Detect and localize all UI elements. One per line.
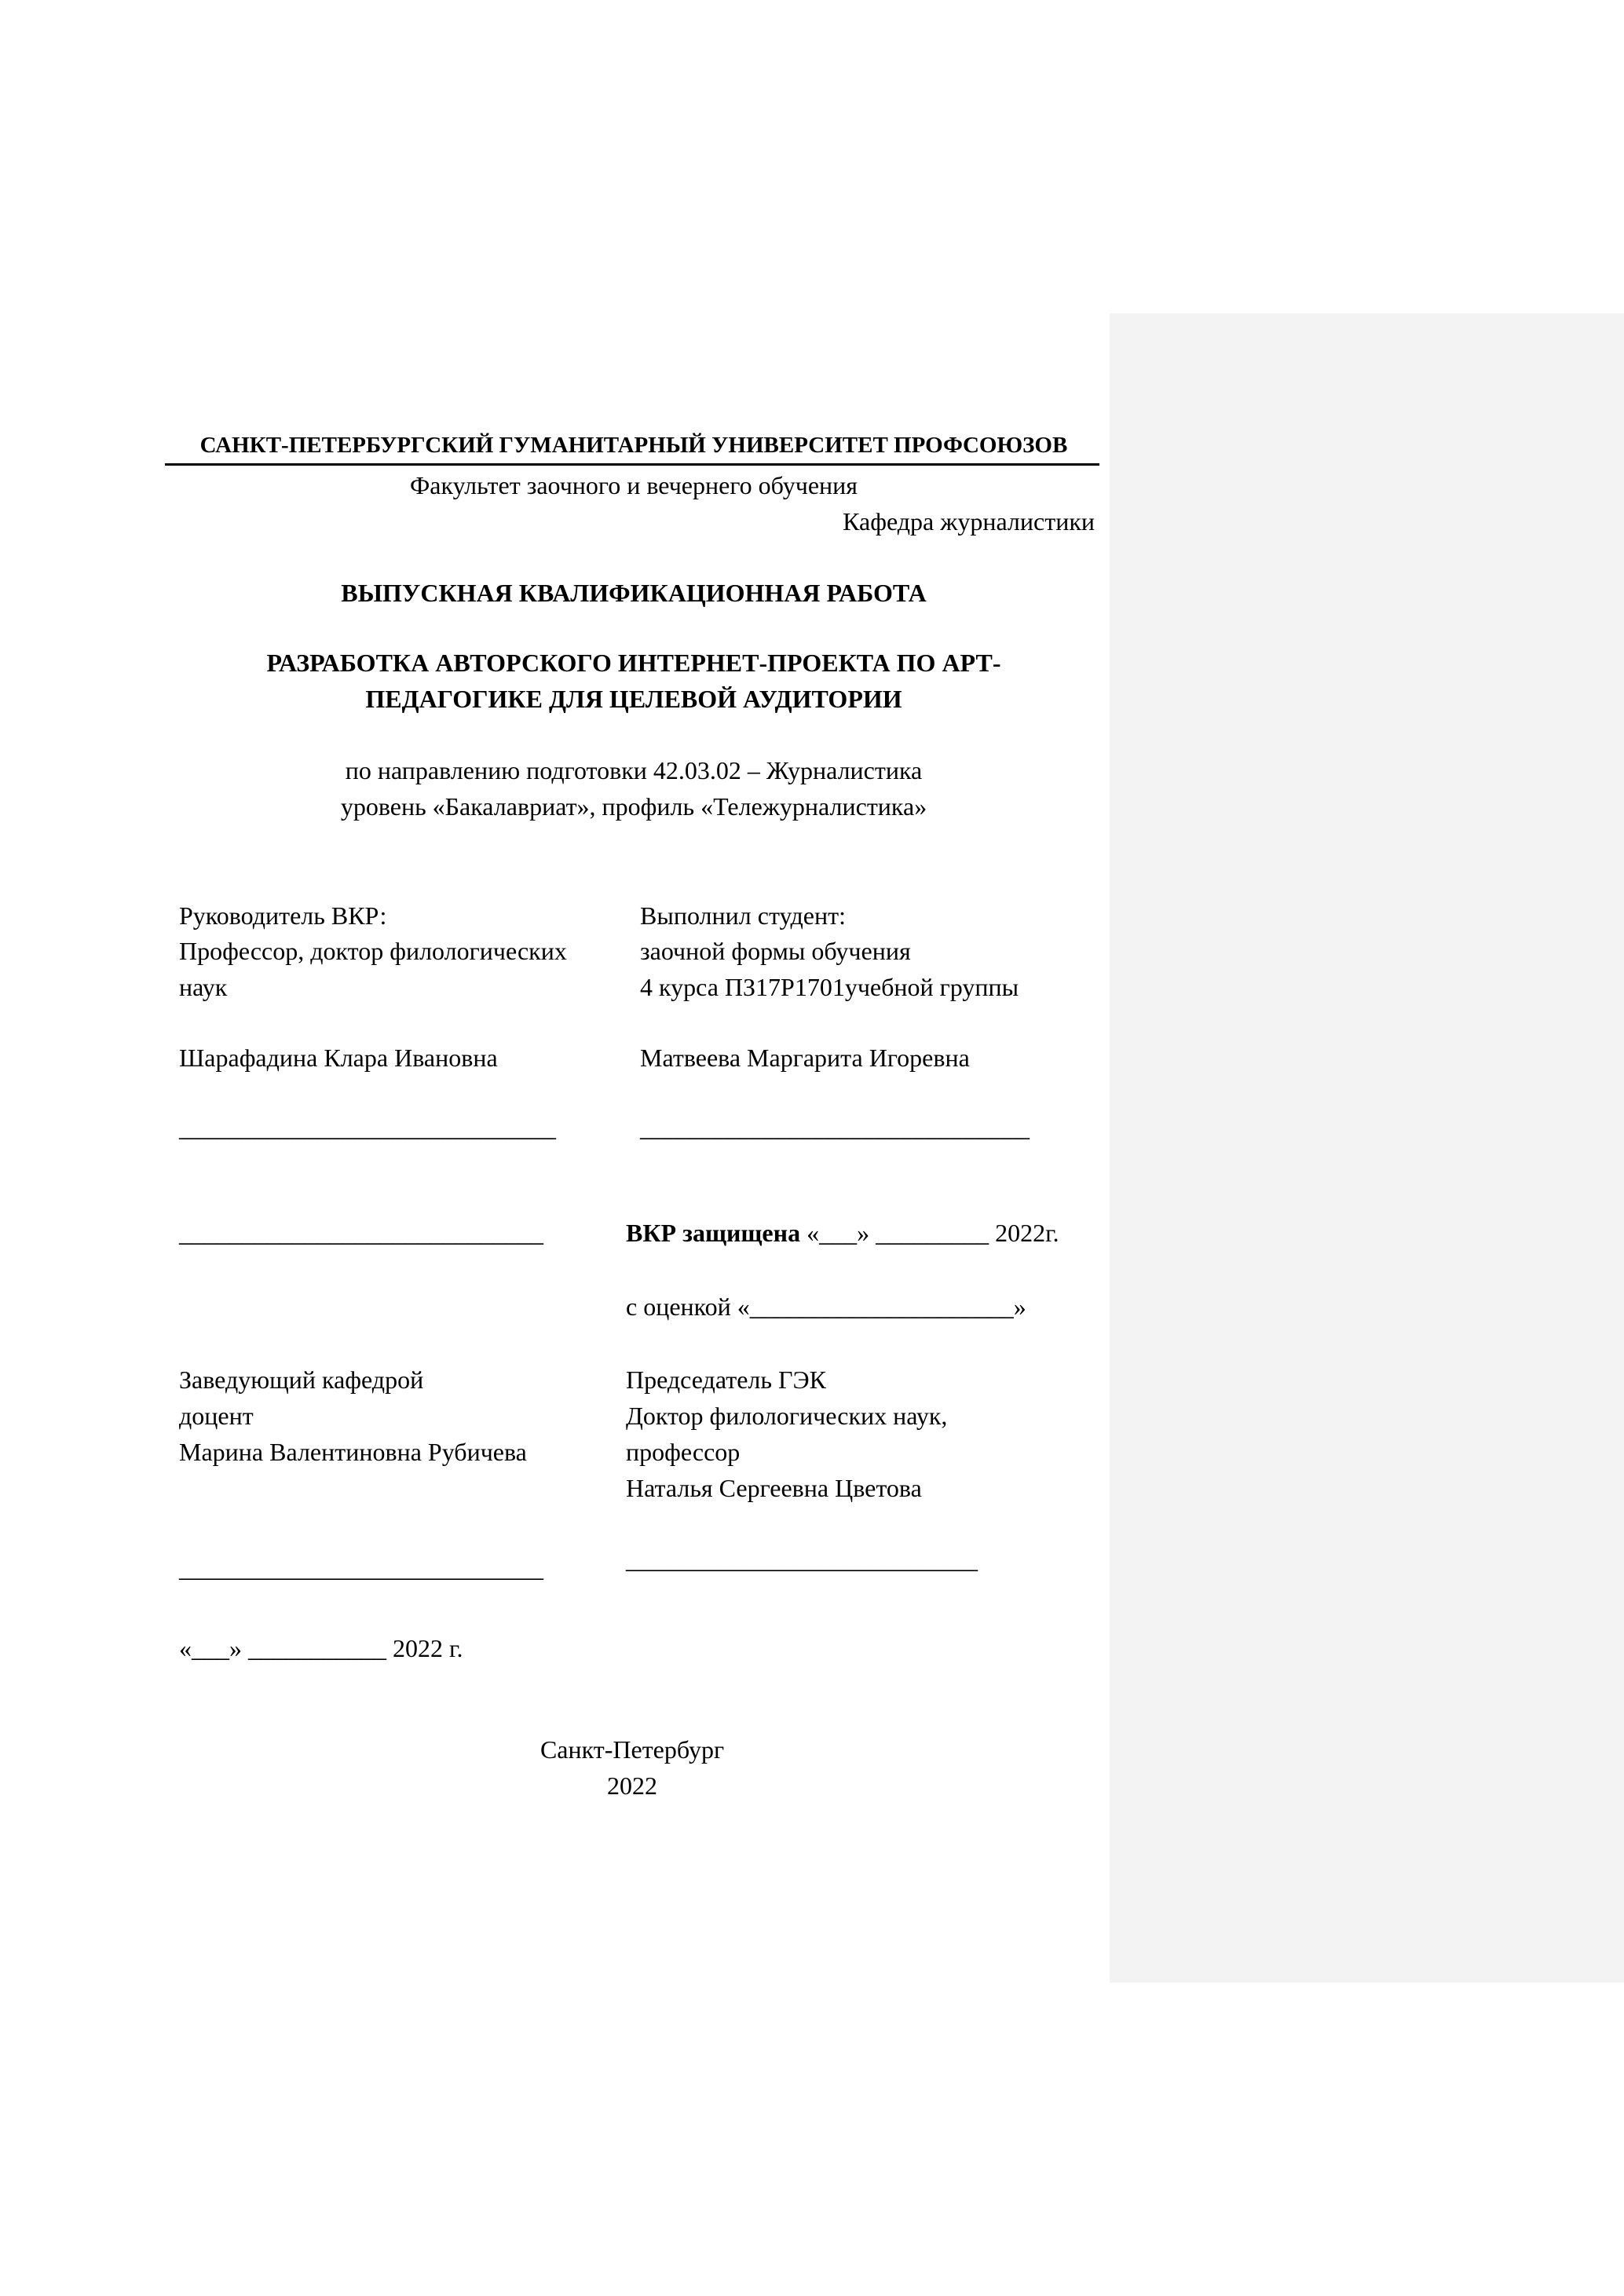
supervisor-position-line1: Профессор, доктор филологических <box>179 937 567 965</box>
comment-pane <box>1110 313 1624 1983</box>
supervisor-name: Шарафадина Клара Ивановна <box>179 1044 498 1072</box>
city: Санкт-Петербург <box>540 1735 725 1764</box>
department-name: Кафедра журналистики <box>843 507 1095 536</box>
head-name: Марина Валентиновна Рубичева <box>179 1438 527 1466</box>
year: 2022 <box>607 1771 657 1800</box>
header-rule <box>165 463 1099 466</box>
head-date: «___» ___________ 2022 г. <box>179 1634 463 1662</box>
defense-blank-line: _____________________________ <box>179 1219 543 1247</box>
work-title-line2: ПЕДАГОГИКЕ ДЛЯ ЦЕЛЕВОЙ АУДИТОРИИ <box>365 685 902 713</box>
gek-name: Наталья Сергеевна Цветова <box>626 1474 922 1502</box>
student-form: заочной формы обучения <box>640 937 911 965</box>
level-profile: уровень «Бакалавриат», профиль «Тележурналистика» <box>340 792 927 821</box>
work-type: ВЫПУСКНАЯ КВАЛИФИКАЦИОННАЯ РАБОТА <box>341 579 927 607</box>
gek-signature-line: ____________________________ <box>626 1545 978 1574</box>
faculty-name: Факультет заочного и вечернего обучения <box>410 471 858 499</box>
supervisor-position-line2: наук <box>179 973 228 1001</box>
university-name: САНКТ-ПЕТЕРБУРГСКИЙ ГУМАНИТАРНЫЙ УНИВЕРСИТЕТ ПРОФСОЮЗОВ <box>199 433 1068 458</box>
defense-grade: с оценкой «_____________________» <box>626 1292 1026 1321</box>
head-title: Заведующий кафедрой <box>179 1366 424 1394</box>
direction: по направлению подготовки 42.03.02 – Журналистика <box>345 756 923 784</box>
gek-rank: профессор <box>626 1438 741 1466</box>
student-signature-line: _______________________________ <box>640 1113 1030 1142</box>
student-label: Выполнил студент: <box>640 901 846 930</box>
work-title-line1: РАЗРАБОТКА АВТОРСКОГО ИНТЕРНЕТ-ПРОЕКТА ПО АРТ- <box>266 649 1001 677</box>
defense-protected-label: ВКР защищена <box>626 1219 801 1247</box>
defense-protected-date: «___» _________ 2022г. <box>807 1219 1059 1247</box>
head-rank: доцент <box>179 1402 254 1430</box>
student-group: 4 курса ПЗ17Р1701учебной группы <box>640 973 1019 1001</box>
student-name: Матвеева Маргарита Игоревна <box>640 1044 970 1072</box>
supervisor-label: Руководитель ВКР: <box>179 901 387 930</box>
gek-title: Председатель ГЭК <box>626 1366 826 1394</box>
defense-protected <box>626 1220 1059 1245</box>
head-signature-line: _____________________________ <box>179 1554 543 1582</box>
gek-degree: Доктор филологических наук, <box>626 1402 948 1430</box>
supervisor-signature-line: ______________________________ <box>179 1113 556 1142</box>
